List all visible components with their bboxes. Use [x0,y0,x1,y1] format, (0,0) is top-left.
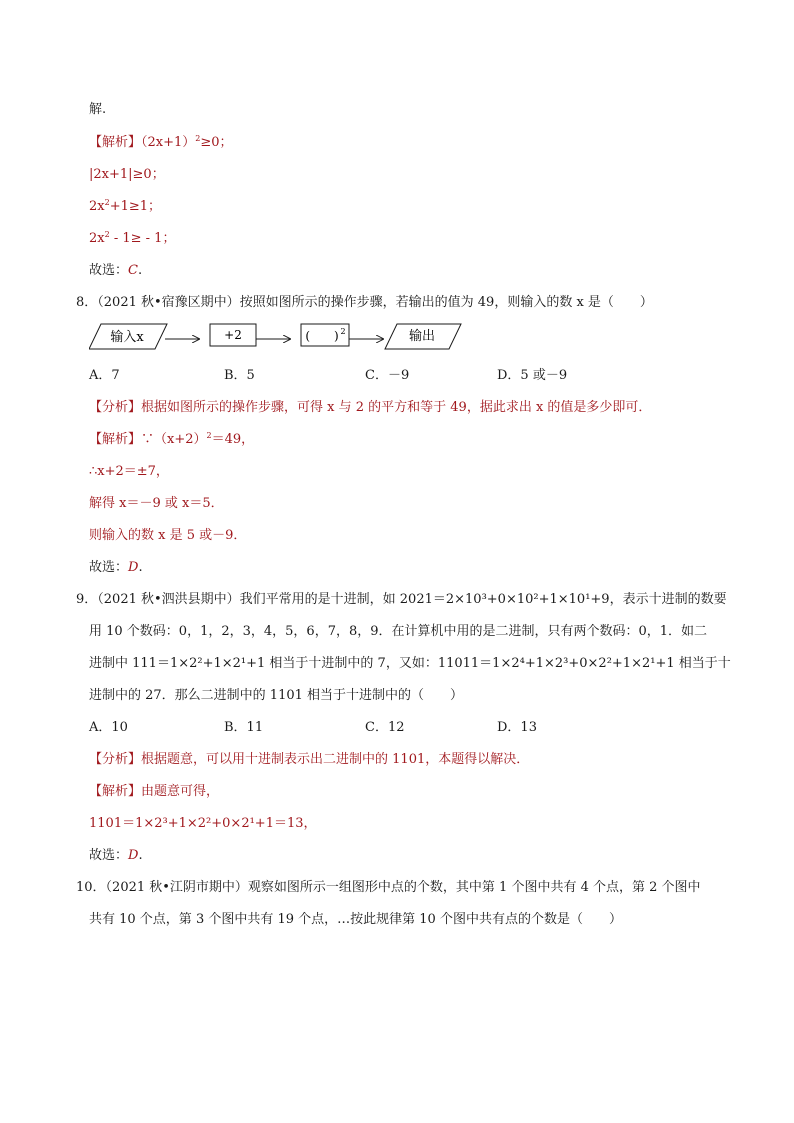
q8-analysis [89,400,651,416]
q8-solve2: ∴x+2＝±7， [89,464,169,479]
q10-line2: 共有 10 个点，第 3 个图中共有 19 个点，…按此规律第 10 个图中共有点的个数是（ ） [89,912,622,927]
analysis-text: 根据题意，可以用十进制表示出二进制中的 1101，本题得以解决． [141,752,530,767]
superscript: 2 [195,134,201,143]
flow-add-label: +2 [224,328,242,342]
step-text: ＝49， [211,432,255,447]
q9-line1: 9．（2021 秋•泗洪县期中）我们平常用的是十进制，如 2021＝2×10³+0×10²+1×10¹+9，表示十进制的数要 [76,592,727,607]
q9-line2: 用 10 个数码：0，1，2，3，4，5，6，7，8，9．在计算机中用的是二进制，只有两个数码：0，1．如二 [89,624,708,639]
q9-solve1 [89,784,219,800]
flow-square-sup: 2 [340,327,346,336]
analysis-label: 【分析】 [89,752,142,767]
step-text: ∵（x+2） [141,432,207,447]
prev-step3 [89,199,161,215]
analysis-label: 【解析】 [89,135,142,150]
step-text: （2x+1） [141,135,196,150]
choose-answer: D [128,560,139,575]
choose-label: 故选： [89,263,129,278]
choose-end: . [138,848,143,863]
q9-option-c: C．12 [365,720,405,735]
q8-option-d: D．5 或－9 [497,368,568,383]
q9-option-d: D．13 [497,720,537,735]
flow-square-box [301,324,349,346]
solve-label: 【解析】 [89,784,142,799]
q8-solve4: 则输入的数 x 是 5 或－9． [89,528,247,543]
superscript: 2 [104,198,110,207]
q9-choose [89,848,143,864]
q8-text: 8．（2021 秋•宿豫区期中）按照如图所示的操作步骤，若输出的值为 49，则输入的数 x 是（ ） [76,295,653,310]
step-text: - 1≥ - 1； [109,231,176,246]
q8-flow-diagram [89,322,469,352]
analysis-label: 【分析】 [89,400,142,415]
q8-choose [89,560,143,576]
choose-answer: C [128,263,138,278]
prev-analysis-line [89,135,233,151]
choose-end: . [137,263,143,278]
step-text: 2x [89,231,105,246]
flow-square-label: ( ) [305,329,339,343]
choose-label: 故选： [89,560,129,575]
q8-option-b: B．5 [224,368,255,383]
q10-line1: 10．（2021 秋•江阴市期中）观察如图所示一组图形中点的个数，其中第 1 个图中共有 4 个点，第 2 个图中 [76,880,701,895]
flow-input-label: 输入x [110,330,144,345]
solve-label: 【解析】 [89,432,142,447]
q9-line3: 进制中 111＝1×2²+1×2¹+1 相当于十进制中的 7，又如：11011＝1×2⁴+1×2³+0×2²+1×2¹+1 相当于十 [89,656,731,671]
q9-analysis [89,752,529,768]
step-text: +1≥1； [109,199,162,214]
q8-solve3: 解得 x＝－9 或 x＝5． [89,496,224,511]
prev-choose [89,263,142,279]
step-text: ≥0； [200,135,233,150]
q9-solve2: 1101＝1×2³+1×2²+0×2¹+1＝13， [89,816,317,831]
superscript: 2 [104,230,110,239]
q9-option-b: B．11 [224,720,264,735]
choose-answer: D [128,848,139,863]
flow-add-box [210,324,256,346]
analysis-text: 根据如图所示的操作步骤，可得 x 与 2 的平方和等于 49，据此求出 x 的值是多少即可． [141,400,652,415]
flow-output-label: 输出 [408,329,436,344]
step-text: 2x [89,199,105,214]
q8-option-c: C．－9 [365,368,410,383]
flow-output-box [385,324,461,349]
choose-label: 故选： [89,848,129,863]
superscript: 2 [206,431,212,440]
prev-step2: |2x+1|≥0； [89,167,165,182]
q8-solve1 [89,432,254,448]
choose-end: . [138,560,143,575]
q8-option-a: A．7 [89,368,120,383]
prev-step4 [89,231,175,247]
flow-input-box [89,324,167,349]
q9-line4: 进制中的 27．那么二进制中的 1101 相当于十进制中的（ ） [89,688,464,703]
step-text: 由题意可得， [141,784,220,799]
q9-option-a: A．10 [89,720,128,735]
prev-tail: 解. [89,102,107,117]
